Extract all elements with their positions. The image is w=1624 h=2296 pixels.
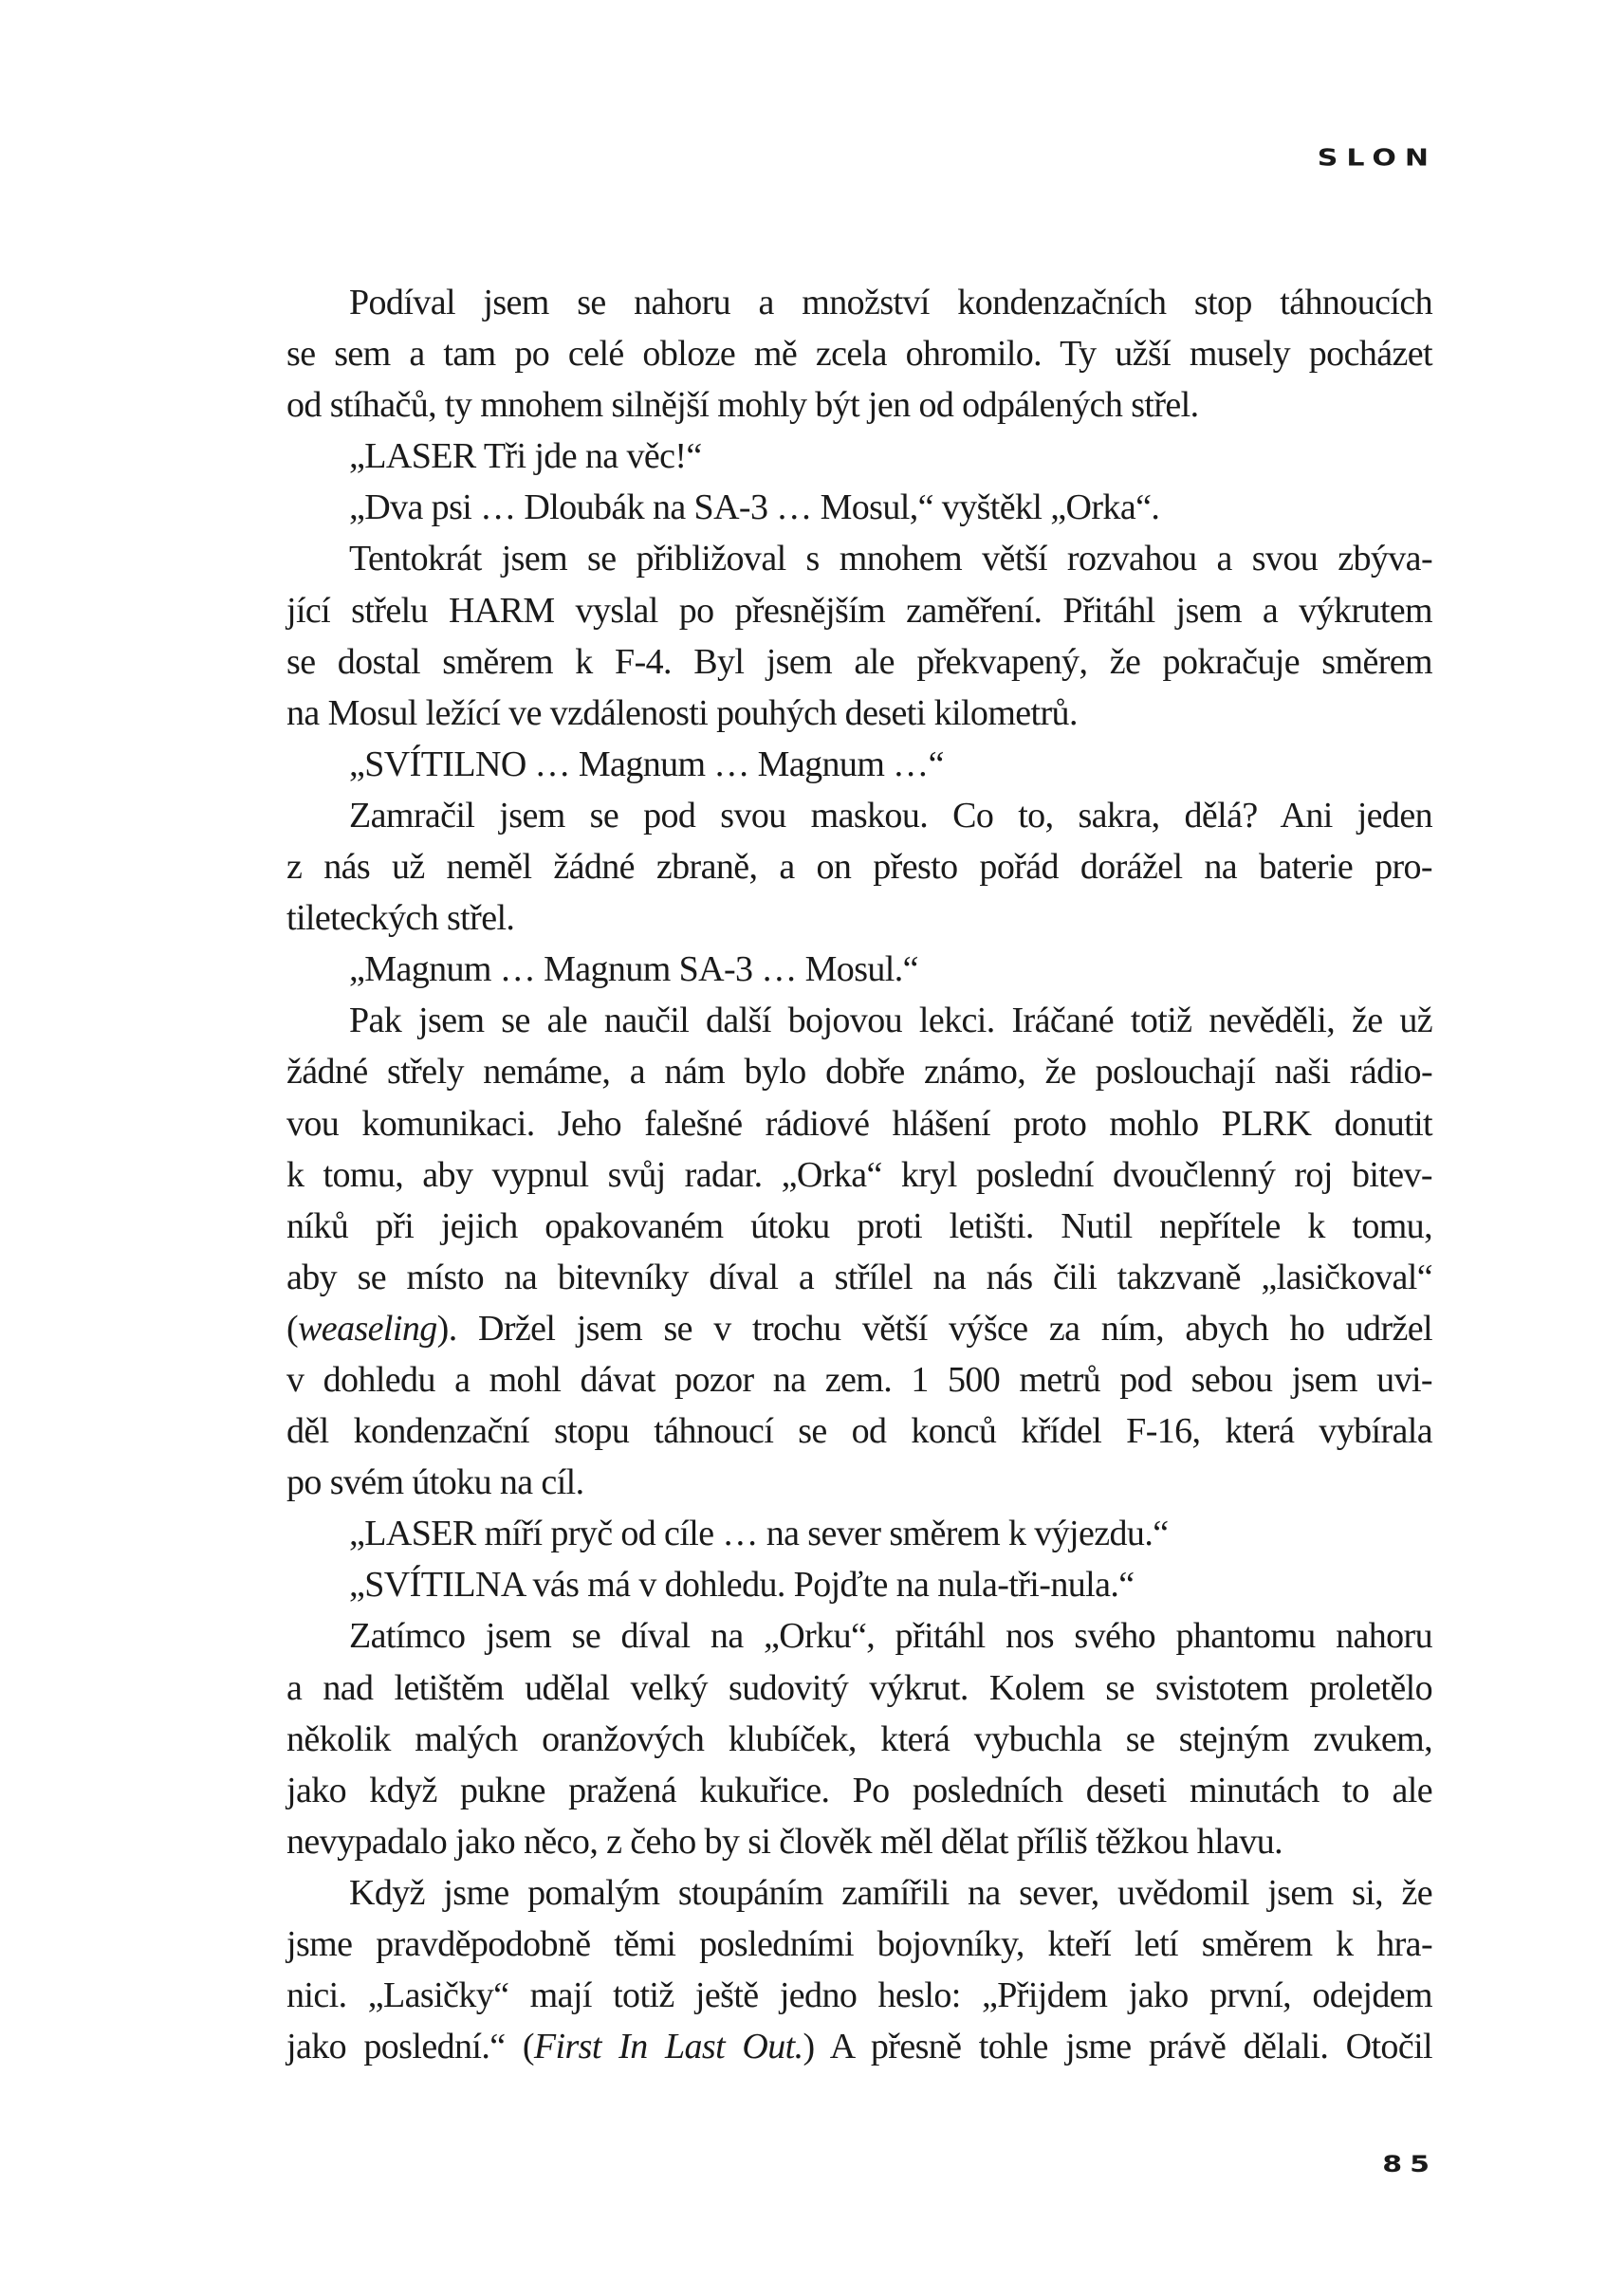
text-line: Zatímco jsem se díval na „Orku“, přitáhl nos svého phantomu nahoru bbox=[349, 1616, 1432, 1657]
dialogue-line: „LASER míří pryč od cíle … na sever směrem k výjezdu.“ bbox=[349, 1514, 1169, 1554]
dialogue-line: „LASER Tři jde na věc!“ bbox=[349, 436, 702, 477]
text-line: Pak jsem se ale naučil další bojovou lekci. Iráčané totiž nevěděli, že už bbox=[349, 1001, 1432, 1041]
text-line: z nás už neměl žádné zbraně, a on přesto pořád dorážel na baterie pro- bbox=[286, 847, 1432, 888]
text-line: tileteckých střel. bbox=[286, 898, 515, 939]
dialogue-line: „Dva psi … Dloubák na SA-3 … Mosul,“ vyštěkl „Orka“. bbox=[349, 487, 1160, 528]
dialogue-line: „SVÍTILNO … Magnum … Magnum …“ bbox=[349, 744, 944, 784]
text-line: nici. „Lasičky“ mají totiž ještě jedno heslo: „Přijdem jako první, odejdem bbox=[286, 1975, 1432, 2016]
text-line: několik malých oranžových klubíček, která vybuchla se stejným zvukem, bbox=[286, 1718, 1432, 1759]
text-line: žádné střely nemáme, a nám bylo dobře známo, že poslouchají naši rádio- bbox=[286, 1052, 1432, 1093]
text-line: Podíval jsem se nahoru a množství kondenzačních stop táhnoucích bbox=[349, 283, 1432, 322]
dialogue-line: „SVÍTILNA vás má v dohledu. Pojďte na nula-tři-nula.“ bbox=[349, 1565, 1135, 1606]
italic-term: weaseling bbox=[298, 1308, 437, 1349]
text-line: na Mosul ležící ve vzdálenosti pouhých deseti kilometrů. bbox=[286, 692, 1078, 733]
text-line: aby se místo na bitevníky díval a střílel na nás čili takzvaně „lasičkoval“ bbox=[286, 1257, 1432, 1297]
page-number: 85 bbox=[1382, 2151, 1437, 2178]
text-run: ). Držel jsem se v trochu větší výšce za ním, abych ho udržel bbox=[436, 1308, 1432, 1349]
text-run: ( bbox=[286, 1308, 299, 1349]
text-line: Když jsme pomalým stoupáním zamířili na sever, uvědomil jsem si, že bbox=[349, 1872, 1432, 1913]
text-line: k tomu, aby vypnul svůj radar. „Orka“ kryl poslední dvoučlenný roj bitev- bbox=[286, 1154, 1432, 1195]
text-line: Zamračil jsem se pod svou maskou. Co to, sakra, dělá? Ani jeden bbox=[349, 795, 1432, 836]
text-line bbox=[286, 2021, 1432, 2072]
dialogue-line: „Magnum … Magnum SA-3 … Mosul.“ bbox=[349, 949, 918, 990]
text-line: se sem a tam po celé obloze mě zcela ohromilo. Ty užší musely pocházet bbox=[286, 334, 1432, 375]
text-line: níků při jejich opakovaném útoku proti letišti. Nutil nepřítele k tomu, bbox=[286, 1205, 1432, 1246]
text-line: jsme pravděpodobně těmi posledními bojovníky, kteří letí směrem k hra- bbox=[286, 1924, 1432, 1964]
text-line: děl kondenzační stopu táhnoucí se od konců křídel F-16, která vybírala bbox=[286, 1411, 1432, 1452]
text-line: jako když pukne pražená kukuřice. Po posledních deseti minutách to ale bbox=[286, 1770, 1432, 1810]
italic-term: First In Last Out. bbox=[533, 2027, 803, 2067]
text-line: v dohledu a mohl dávat pozor na zem. 1 500 metrů pod sebou jsem uvi- bbox=[286, 1359, 1432, 1400]
text-line: Tentokrát jsem se přibližoval s mnohem větší rozvahou a svou zbýva- bbox=[349, 539, 1432, 579]
text-line: vou komunikaci. Jeho falešné rádiové hlášení proto mohlo PLRK donutit bbox=[286, 1103, 1432, 1144]
text-line: a nad letištěm udělal velký sudovitý výkrut. Kolem se svistotem proletělo bbox=[286, 1667, 1432, 1708]
text-line bbox=[286, 1303, 1432, 1354]
text-run: jako poslední.“ ( bbox=[286, 2027, 534, 2067]
running-head-title: SLON bbox=[1317, 144, 1437, 173]
text-line: od stíhačů, ty mnohem silnější mohly být jen od odpálených střel. bbox=[286, 385, 1199, 426]
page-body-text bbox=[286, 277, 1432, 2072]
text-line: se dostal směrem k F-4. Byl jsem ale překvapený, že pokračuje směrem bbox=[286, 641, 1432, 682]
text-line: po svém útoku na cíl. bbox=[286, 1462, 584, 1503]
text-line: jící střelu HARM vyslal po přesnějším zaměření. Přitáhl jsem a výkrutem bbox=[286, 590, 1432, 631]
text-run: ) A přesně tohle jsme právě dělali. Otočil bbox=[803, 2027, 1432, 2067]
text-line: nevypadalo jako něco, z čeho by si člověk měl dělat příliš těžkou hlavu. bbox=[286, 1821, 1283, 1862]
